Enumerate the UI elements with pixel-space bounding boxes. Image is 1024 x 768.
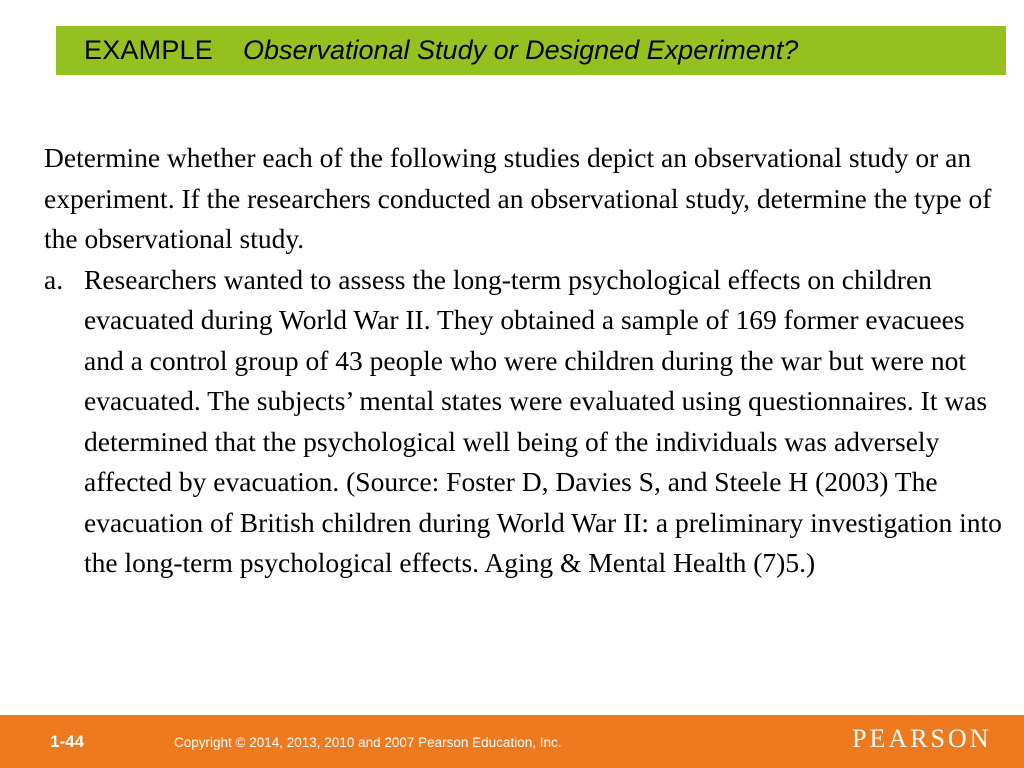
list-item-text: Researchers wanted to assess the long-term psychological effects on children evacuated during World War II. They obtained a sample of 169 former evacuees and a control group of 43 people who were children during the war but were not evacuated. The subjects’ mental states were evaluated using questionnaires. It was determined that the psychological well being of the individuals was adversely affected by evacuation. (Source: Foster D, Davies S, and Steele H (2003) The evacuation of British children during World War II: a preliminary investigation into the long-term psychological effects. Aging & Mental Health (7)5.) bbox=[84, 263, 1002, 578]
pearson-logo: PEARSON bbox=[852, 724, 992, 753]
list-item-marker: a. bbox=[44, 263, 64, 295]
slide-body bbox=[44, 138, 1004, 584]
intro-paragraph: Determine whether each of the following studies depict an observational study or an experiment. If the researchers conducted an observational study, determine the type of the observational study. bbox=[44, 142, 992, 254]
list-item bbox=[44, 260, 1004, 584]
slide-title: Observational Study or Designed Experiment? bbox=[242, 35, 799, 65]
title-banner bbox=[56, 26, 1006, 75]
page-number: 1-44 bbox=[50, 732, 85, 751]
copyright-notice: Copyright © 2014, 2013, 2010 and 2007 Pearson Education, Inc. bbox=[174, 735, 562, 750]
title-label: EXAMPLE bbox=[84, 35, 213, 65]
footer-bar bbox=[0, 715, 1024, 768]
